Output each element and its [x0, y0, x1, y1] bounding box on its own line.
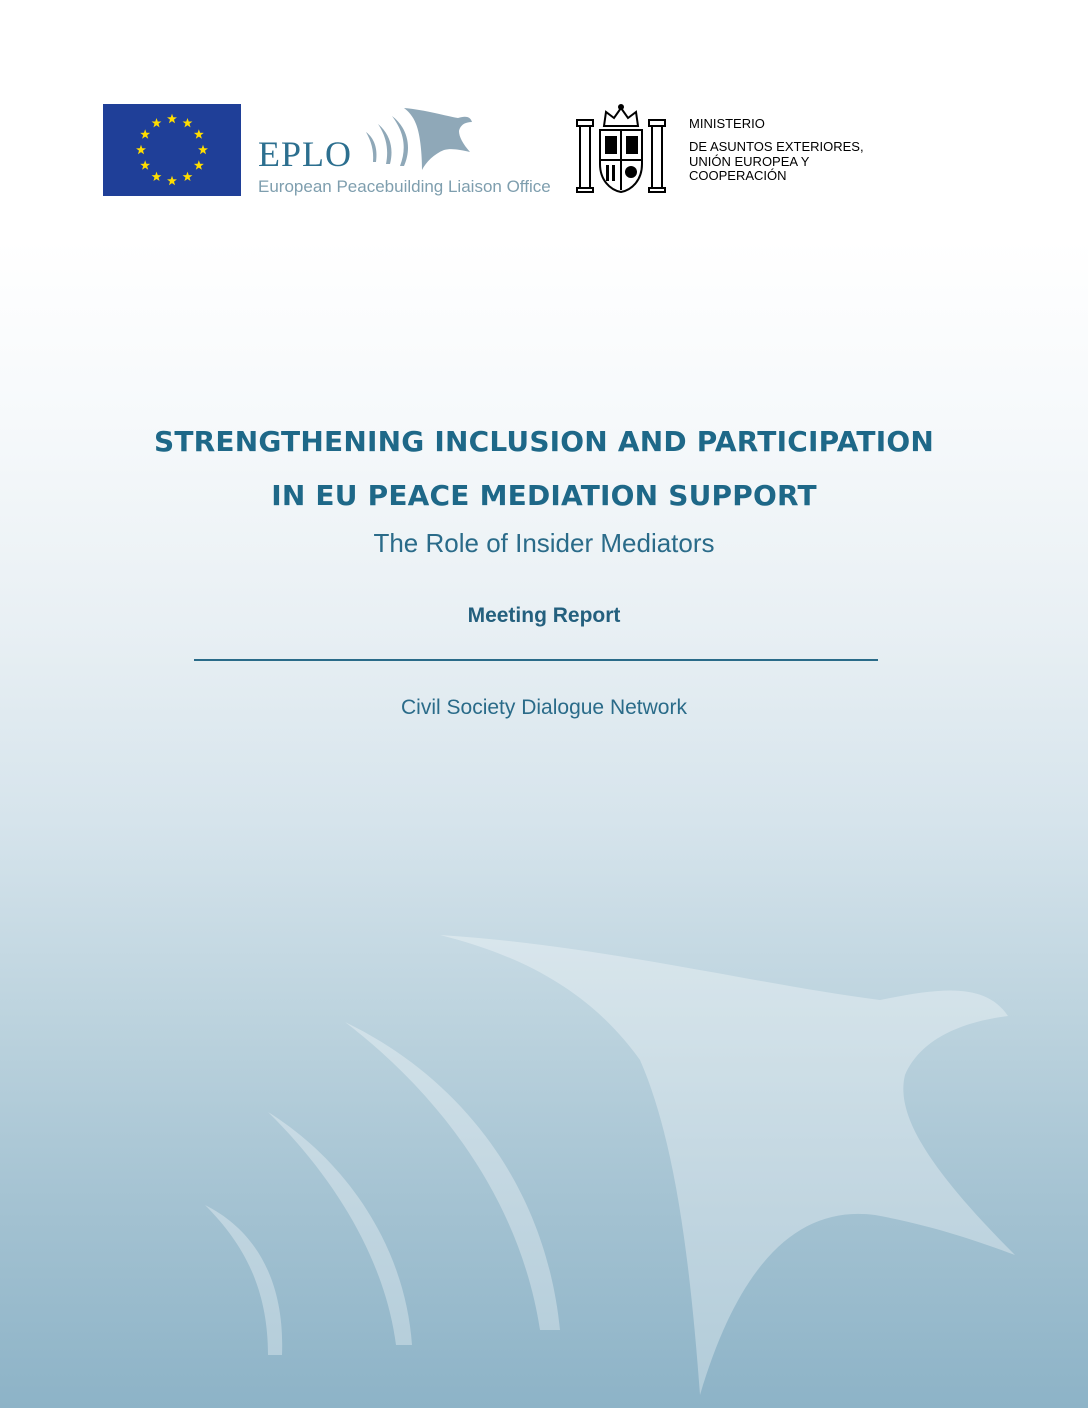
title-line-1: STRENGTHENING INCLUSION AND PARTICIPATION: [153, 425, 934, 458]
eplo-subtitle: European Peacebuilding Liaison Office: [258, 177, 551, 196]
title-line-2: IN EU PEACE MEDIATION SUPPORT: [271, 479, 817, 512]
ministry-line: COOPERACIÓN: [689, 167, 787, 183]
eplo-logo: [256, 104, 566, 198]
report-type: Meeting Report: [467, 604, 621, 627]
coat-of-arms-icon: [576, 102, 666, 194]
logo-row: [0, 100, 1088, 200]
eu-flag-logo: [103, 104, 241, 196]
ministry-line: DE ASUNTOS EXTERIORES,: [689, 139, 864, 155]
document-title: [0, 415, 1088, 523]
eplo-bird-icon: [364, 104, 474, 174]
eplo-wordmark: EPLO: [258, 134, 352, 174]
network-name: Civil Society Dialogue Network: [401, 696, 687, 719]
ministry-line: UNIÓN EUROPEA Y: [689, 153, 810, 169]
ministry-name: [689, 117, 864, 183]
ministry-heading: MINISTERIO: [689, 116, 765, 131]
document-subtitle: The Role of Insider Mediators: [373, 528, 715, 558]
divider: [194, 659, 878, 661]
